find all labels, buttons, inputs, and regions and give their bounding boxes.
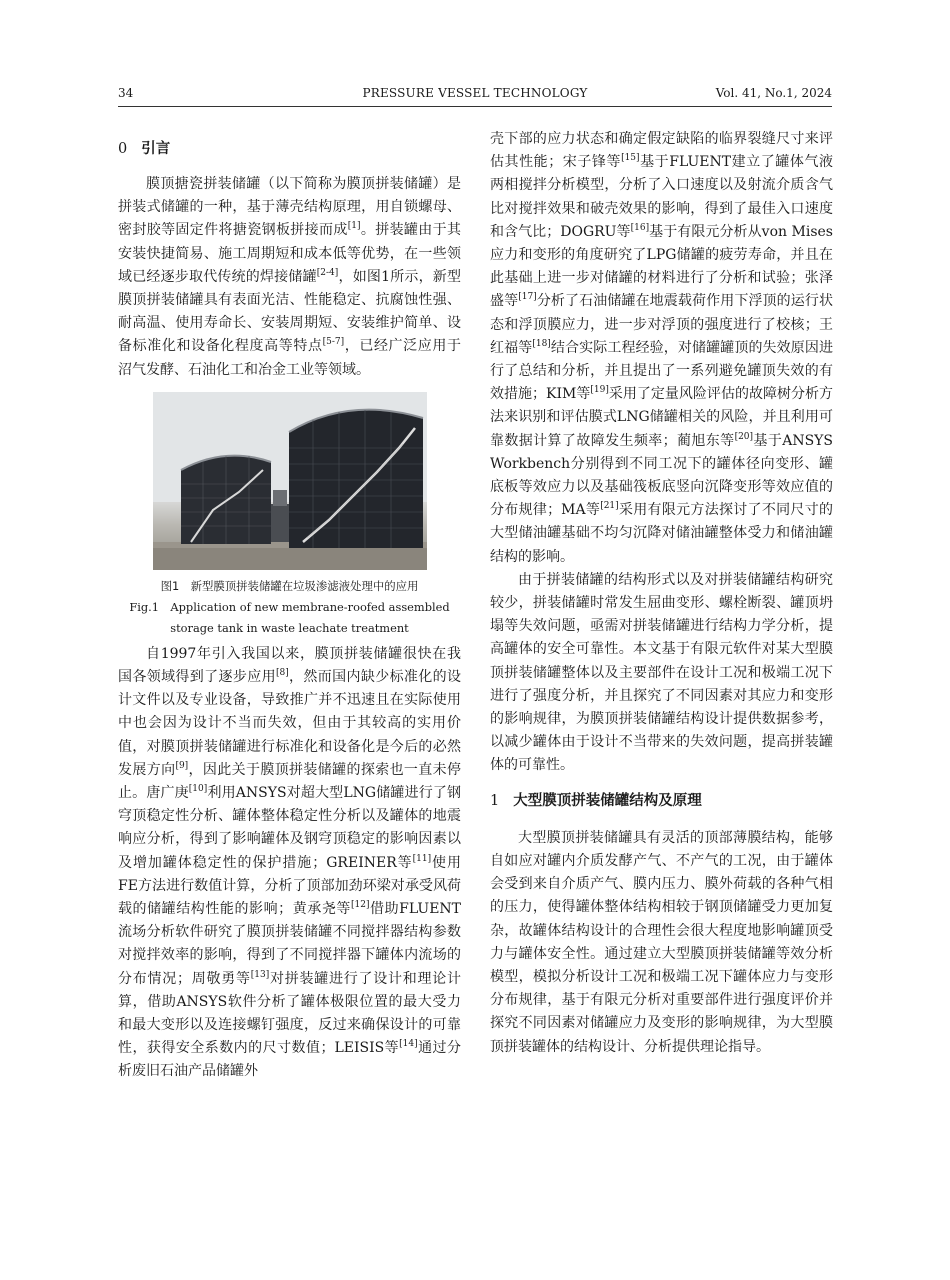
- citation-ref: [12]: [350, 900, 370, 911]
- citation-ref: [15]: [621, 153, 640, 164]
- citation-ref: [8]: [275, 668, 289, 679]
- citation-ref: [11]: [412, 853, 432, 864]
- citation-ref: [17]: [518, 292, 537, 303]
- citation-ref: [14]: [399, 1039, 418, 1050]
- text-run: 通过分析废旧石油产品储罐外: [118, 1040, 462, 1080]
- figure-1-caption-en-line2: storage tank in waste leachate treatment: [170, 620, 409, 635]
- storage-tanks-illustration: [153, 392, 427, 570]
- citation-ref: [5-7]: [322, 337, 345, 348]
- section-title: 大型膜顶拼装储罐结构及原理: [513, 792, 702, 809]
- running-header: [118, 86, 832, 107]
- citation-ref: [1]: [347, 221, 361, 232]
- intro-paragraph-2-continued: [490, 128, 833, 569]
- text-run: 膜顶搪瓷拼装储罐（以下简称为膜顶拼装储罐）是拼装式储罐的一种，基于薄壳结构原理，用自锁螺母、密封胶等固定件将搪瓷钢板拼接而成: [118, 176, 461, 239]
- journal-name: PRESSURE VESSEL TECHNOLOGY: [362, 86, 588, 100]
- text-run: 借助FLUENT流场分析软件研究了膜顶拼装储罐不同搅拌器结构参数对搅拌效率的影响，得到了不同搅拌器下罐体内流场的分布情况；周敬勇等: [118, 901, 462, 987]
- text-run: ，如图1所示，新型膜顶拼装储罐具有表面光洁、性能稳定、抗腐蚀性强、耐高温、使用寿命长、安装周期短、安装维护简单、设备标准化和设备化程度高等特点: [118, 268, 461, 355]
- figure-1-caption-cn: 图1 新型膜顶拼装储罐在垃圾渗滤液处理中的应用: [160, 578, 419, 593]
- figure-1-caption: [118, 576, 461, 639]
- citation-ref: [13]: [250, 969, 270, 980]
- text-run: 分析了石油储罐在地震载荷作用下浮顶的运行状态和浮顶膜应力，进一步对浮顶的强度进行了校核；王红福等: [490, 293, 833, 356]
- text-run: 采用了定量风险评估的故障树分析方法来识别和评估膜式LNG储罐相关的风险，并且利用可靠数据计算了故障发生频率；蔺旭东等: [490, 386, 834, 449]
- section-heading-structure: [490, 790, 833, 813]
- text-run: ，因此关于膜顶拼装储罐的探索也一直未停止。唐广庚: [118, 761, 462, 802]
- volume-info: Vol. 41, No.1, 2024: [715, 86, 832, 100]
- section-heading-introduction: [118, 138, 461, 161]
- text-run: 使用FE方法进行数值计算，分析了顶部加劲环梁对承受风荷载的储罐结构性能的影响；黄承尧等: [118, 854, 461, 918]
- figure-1-caption-en-line1: Fig.1 Application of new membrane-roofed assembled: [129, 599, 450, 614]
- citation-ref: [19]: [590, 385, 609, 396]
- text-run: 。拼装罐由于其安装快捷简易、施工周期短和成本低等优势，在一些领域已经逐步取代传统的焊接储罐: [118, 222, 462, 285]
- intro-paragraph-2: [118, 643, 461, 1084]
- section1-paragraph-1: 大型膜顶拼装储罐具有灵活的顶部薄膜结构，能够自如应对罐内介质发酵产气、不产气的工况，由于罐体会受到来自介质产气、膜内压力、膜外荷载的各种气相的压力，使得罐体整体结构相较于钢顶储罐受力更加复杂，故罐体结构设计的合理性会很大程度地影响罐顶受力与罐体安全性。通过建立大型膜顶拼装储罐等效分析模型，模拟分析设计工况和极端工况下罐体应力与变形分布规律，基于有限元分析对重要部件进行强度评价并探究不同因素对储罐应力及变形的影响规律，为大型膜顶拼装罐体的结构设计、分析提供理论指导。: [490, 829, 833, 1055]
- text-run: 基于有限元分析从von Mises应力和变形的角度研究了LPG储罐的疲劳寿命，并且在此基础上进一步对储罐的材料进行了分析和试验；张泽盛等: [490, 223, 833, 310]
- text-run: 基于FLUENT建立了罐体气液两相搅拌分析模型，分析了入口速度以及射流介质含气比对搅拌效果和破壳效果的影响，得到了最佳入口速度和含气比；DOGRU等: [490, 154, 834, 240]
- section-number: 0: [118, 141, 128, 157]
- section-title: 引言: [141, 141, 171, 157]
- text-run: ，已经广泛应用于沼气发酵、石油化工和冶金工业等领域。: [118, 338, 462, 378]
- intro-paragraph-3: 由于拼装储罐的结构形式以及对拼装储罐结构研究较少，拼装储罐时常发生屈曲变形、螺栓断裂、罐顶坍塌等失效问题，亟需对拼装储罐进行结构力学分析，提高罐体的安全可靠性。本文基于有限元软件对某大型膜顶拼装储罐整体以及主要部件在设计工况和极端工况下进行了强度分析，并且探究了不同因素对其应力和变形的影响规律，为膜顶拼装储罐结构设计提供数据参考，以减少罐体由于设计不当带来的失效问题，提高拼装罐体的可靠性。: [490, 571, 833, 774]
- intro-paragraph-1: [118, 173, 461, 382]
- text-run: 自1997年引入我国以来，膜顶拼装储罐很快在我国各领域得到了逐步应用: [118, 645, 461, 686]
- figure-storage-tanks-photo: [153, 392, 427, 570]
- citation-ref: [9]: [175, 760, 189, 771]
- text-run: 对拼装罐进行了设计和理论计算，借助ANSYS软件分析了罐体极限位置的最大受力和最大变形以及连接螺钉强度，反过来确保设计的可靠性，获得安全系数内的尺寸数值；LEISIS等: [118, 970, 462, 1057]
- citation-ref: [10]: [188, 784, 208, 795]
- text-run: 壳下部的应力状态和确定假定缺陷的临界裂缝尺寸来评估其性能；宋子锋等: [490, 131, 833, 171]
- text-run: 基于ANSYS Workbench分别得到不同工况下的罐体径向变形、罐底板等效应力以及基础筏板底竖向沉降变形等效应值的分布规律；MA等: [490, 432, 833, 519]
- citation-ref: [18]: [532, 338, 551, 349]
- citation-ref: [20]: [734, 431, 754, 442]
- text-run: ，然而国内缺少标准化的设计文件以及专业设备，导致推广并不迅速且在实际使用中也会因为设计不当而失效，但由于其较高的实用价值，对膜顶拼装储罐进行标准化和设备化是今后的必然发展方向: [118, 669, 462, 778]
- text-run: 采用有限元方法探讨了不同尺寸的大型储油罐基础不均匀沉降对储油罐整体受力和储油罐结构的影响。: [490, 502, 834, 565]
- citation-ref: [2-4]: [316, 267, 339, 278]
- section-number: 1: [490, 792, 500, 809]
- text-run: 利用ANSYS对超大型LNG储罐进行了钢穹顶稳定性分析、罐体整体稳定性分析以及罐体的地震响应分析，得到了影响罐体及钢穹顶稳定的影响因素以及增加罐体稳定性的保护措施；GREINER等: [118, 785, 462, 871]
- left-column: [118, 128, 461, 1084]
- citation-ref: [16]: [630, 222, 650, 233]
- citation-ref: [21]: [600, 501, 619, 512]
- right-column: [490, 128, 833, 1059]
- page-number: 34: [118, 86, 134, 100]
- text-run: 结合实际工程经验，对储罐罐顶的失效原因进行了总结和分析，并且提出了一系列避免罐顶失效的有效措施；KIM等: [490, 339, 833, 403]
